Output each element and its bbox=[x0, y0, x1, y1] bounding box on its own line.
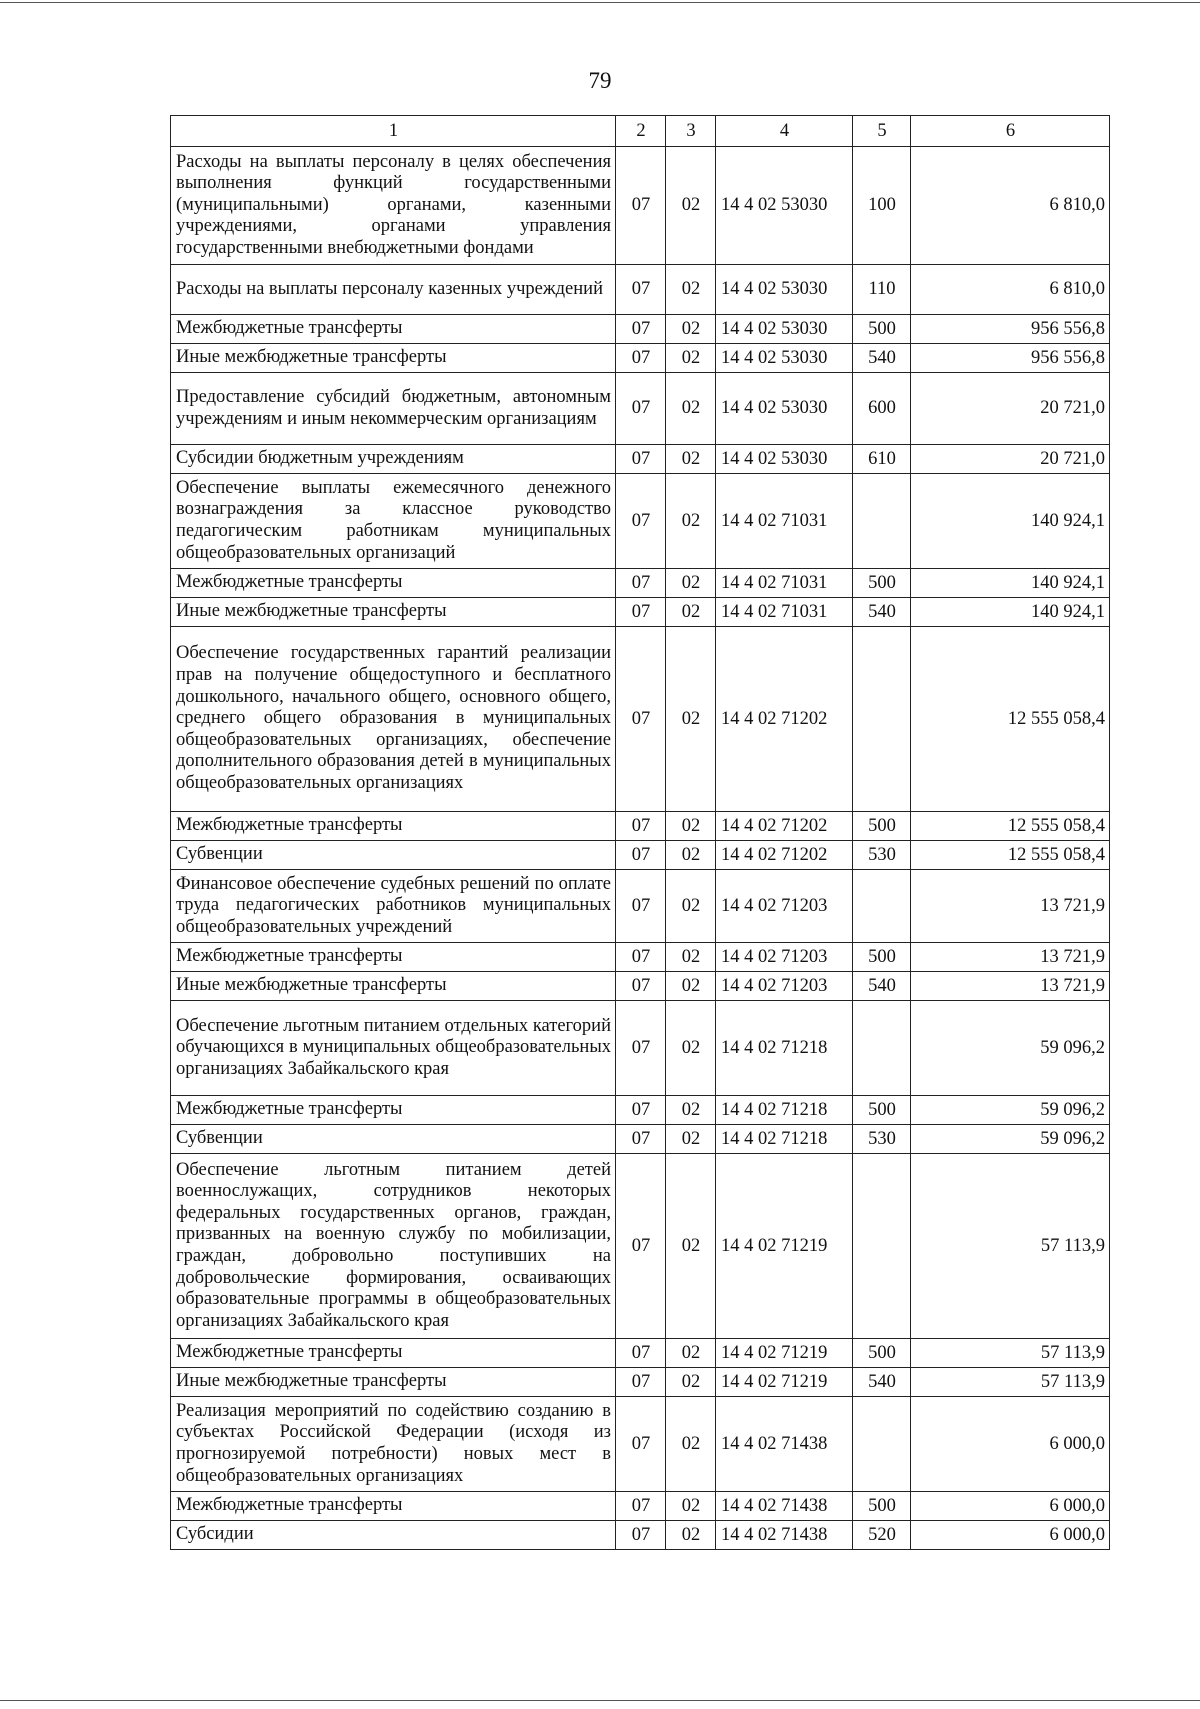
row-section-cell: 07 bbox=[616, 1339, 666, 1368]
table-row bbox=[171, 474, 1110, 569]
row-section-cell: 07 bbox=[616, 1154, 666, 1339]
row-amount-cell: 20 721,0 bbox=[911, 373, 1110, 445]
row-target-article-cell: 14 4 02 53030 bbox=[716, 445, 853, 474]
row-amount-cell: 6 000,0 bbox=[911, 1492, 1110, 1521]
row-description-cell: Предоставление субсидий бюджетным, автономным учреждениям и иным некоммерческим организациям bbox=[171, 373, 616, 445]
row-section-cell: 07 bbox=[616, 1125, 666, 1154]
row-expense-type-cell bbox=[853, 474, 911, 569]
table-row bbox=[171, 870, 1110, 943]
row-expense-type-cell: 500 bbox=[853, 812, 911, 841]
row-target-article-cell: 14 4 02 71218 bbox=[716, 1001, 853, 1096]
row-description-cell: Межбюджетные трансферты bbox=[171, 943, 616, 972]
row-description-cell: Межбюджетные трансферты bbox=[171, 569, 616, 598]
row-amount-cell: 6 000,0 bbox=[911, 1521, 1110, 1550]
table-row bbox=[171, 598, 1110, 627]
row-section-cell: 07 bbox=[616, 812, 666, 841]
row-description-cell: Субсидии бюджетным учреждениям bbox=[171, 445, 616, 474]
row-amount-cell: 956 556,8 bbox=[911, 315, 1110, 344]
row-description-cell: Финансовое обеспечение судебных решений по оплате труда педагогических работников муниципальных общеобразовательных учреждений bbox=[171, 870, 616, 943]
row-subsection-cell: 02 bbox=[666, 1339, 716, 1368]
header-cell: 3 bbox=[666, 116, 716, 147]
row-subsection-cell: 02 bbox=[666, 344, 716, 373]
row-expense-type-cell bbox=[853, 1001, 911, 1096]
row-amount-cell: 956 556,8 bbox=[911, 344, 1110, 373]
row-amount-cell: 140 924,1 bbox=[911, 569, 1110, 598]
table-row bbox=[171, 1339, 1110, 1368]
row-subsection-cell: 02 bbox=[666, 569, 716, 598]
row-description-cell: Иные межбюджетные трансферты bbox=[171, 972, 616, 1001]
row-subsection-cell: 02 bbox=[666, 943, 716, 972]
row-description-cell: Субвенции bbox=[171, 841, 616, 870]
row-target-article-cell: 14 4 02 71219 bbox=[716, 1339, 853, 1368]
row-section-cell: 07 bbox=[616, 627, 666, 812]
row-expense-type-cell: 500 bbox=[853, 943, 911, 972]
row-subsection-cell: 02 bbox=[666, 1001, 716, 1096]
row-expense-type-cell: 500 bbox=[853, 1492, 911, 1521]
row-section-cell: 07 bbox=[616, 1397, 666, 1492]
row-target-article-cell: 14 4 02 53030 bbox=[716, 315, 853, 344]
row-section-cell: 07 bbox=[616, 1368, 666, 1397]
row-target-article-cell: 14 4 02 71031 bbox=[716, 474, 853, 569]
table-row bbox=[171, 265, 1110, 315]
table-row bbox=[171, 1492, 1110, 1521]
table-row bbox=[171, 445, 1110, 474]
row-amount-cell: 59 096,2 bbox=[911, 1001, 1110, 1096]
header-cell: 5 bbox=[853, 116, 911, 147]
row-description-cell: Реализация мероприятий по содействию созданию в субъектах Российской Федерации (исходя из прогнозируемой потребности) новых мест в общеобразовательных организациях bbox=[171, 1397, 616, 1492]
row-description-cell: Межбюджетные трансферты bbox=[171, 1096, 616, 1125]
row-expense-type-cell: 100 bbox=[853, 147, 911, 265]
table-row bbox=[171, 972, 1110, 1001]
scan-edge-top bbox=[0, 2, 1200, 3]
row-amount-cell: 6 000,0 bbox=[911, 1397, 1110, 1492]
header-cell: 1 bbox=[171, 116, 616, 147]
row-section-cell: 07 bbox=[616, 1492, 666, 1521]
row-target-article-cell: 14 4 02 71218 bbox=[716, 1096, 853, 1125]
header-cell: 6 bbox=[911, 116, 1110, 147]
row-amount-cell: 140 924,1 bbox=[911, 474, 1110, 569]
row-subsection-cell: 02 bbox=[666, 315, 716, 344]
table-row bbox=[171, 943, 1110, 972]
budget-table bbox=[170, 115, 1110, 1550]
row-expense-type-cell: 540 bbox=[853, 1368, 911, 1397]
table-row bbox=[171, 627, 1110, 812]
row-target-article-cell: 14 4 02 53030 bbox=[716, 147, 853, 265]
row-expense-type-cell: 520 bbox=[853, 1521, 911, 1550]
row-subsection-cell: 02 bbox=[666, 1368, 716, 1397]
page-number: 79 bbox=[588, 68, 612, 93]
row-subsection-cell: 02 bbox=[666, 627, 716, 812]
row-subsection-cell: 02 bbox=[666, 265, 716, 315]
row-amount-cell: 57 113,9 bbox=[911, 1154, 1110, 1339]
row-amount-cell: 59 096,2 bbox=[911, 1096, 1110, 1125]
row-section-cell: 07 bbox=[616, 474, 666, 569]
table-row bbox=[171, 344, 1110, 373]
table-row bbox=[171, 1154, 1110, 1339]
row-section-cell: 07 bbox=[616, 147, 666, 265]
row-amount-cell: 6 810,0 bbox=[911, 147, 1110, 265]
row-target-article-cell: 14 4 02 53030 bbox=[716, 373, 853, 445]
table-row bbox=[171, 147, 1110, 265]
row-description-cell: Межбюджетные трансферты bbox=[171, 1339, 616, 1368]
row-section-cell: 07 bbox=[616, 315, 666, 344]
row-subsection-cell: 02 bbox=[666, 1492, 716, 1521]
row-expense-type-cell: 530 bbox=[853, 1125, 911, 1154]
row-section-cell: 07 bbox=[616, 972, 666, 1001]
row-amount-cell: 12 555 058,4 bbox=[911, 627, 1110, 812]
scan-edge-bottom bbox=[0, 1700, 1200, 1701]
row-subsection-cell: 02 bbox=[666, 1397, 716, 1492]
row-expense-type-cell bbox=[853, 1154, 911, 1339]
row-section-cell: 07 bbox=[616, 841, 666, 870]
row-subsection-cell: 02 bbox=[666, 870, 716, 943]
row-expense-type-cell: 500 bbox=[853, 1096, 911, 1125]
row-description-cell: Межбюджетные трансферты bbox=[171, 812, 616, 841]
table-row bbox=[171, 373, 1110, 445]
row-amount-cell: 13 721,9 bbox=[911, 972, 1110, 1001]
table-row bbox=[171, 1096, 1110, 1125]
row-expense-type-cell: 530 bbox=[853, 841, 911, 870]
row-amount-cell: 12 555 058,4 bbox=[911, 841, 1110, 870]
row-description-cell: Иные межбюджетные трансферты bbox=[171, 598, 616, 627]
row-subsection-cell: 02 bbox=[666, 1154, 716, 1339]
row-description-cell: Расходы на выплаты персоналу казенных учреждений bbox=[171, 265, 616, 315]
row-expense-type-cell: 540 bbox=[853, 344, 911, 373]
row-subsection-cell: 02 bbox=[666, 1521, 716, 1550]
table-row bbox=[171, 841, 1110, 870]
row-description-cell: Иные межбюджетные трансферты bbox=[171, 1368, 616, 1397]
row-target-article-cell: 14 4 02 71203 bbox=[716, 943, 853, 972]
row-section-cell: 07 bbox=[616, 1001, 666, 1096]
row-expense-type-cell: 610 bbox=[853, 445, 911, 474]
header-cell: 4 bbox=[716, 116, 853, 147]
row-description-cell: Межбюджетные трансферты bbox=[171, 1492, 616, 1521]
table-row bbox=[171, 1397, 1110, 1492]
row-subsection-cell: 02 bbox=[666, 841, 716, 870]
row-section-cell: 07 bbox=[616, 344, 666, 373]
row-amount-cell: 140 924,1 bbox=[911, 598, 1110, 627]
row-subsection-cell: 02 bbox=[666, 373, 716, 445]
row-section-cell: 07 bbox=[616, 1096, 666, 1125]
row-expense-type-cell: 540 bbox=[853, 598, 911, 627]
row-amount-cell: 12 555 058,4 bbox=[911, 812, 1110, 841]
header-cell: 2 bbox=[616, 116, 666, 147]
row-expense-type-cell bbox=[853, 1397, 911, 1492]
row-expense-type-cell: 500 bbox=[853, 315, 911, 344]
row-target-article-cell: 14 4 02 53030 bbox=[716, 265, 853, 315]
row-target-article-cell: 14 4 02 71031 bbox=[716, 569, 853, 598]
row-subsection-cell: 02 bbox=[666, 474, 716, 569]
row-description-cell: Обеспечение льготным питанием отдельных категорий обучающихся в муниципальных общеобразовательных организациях Забайкальского края bbox=[171, 1001, 616, 1096]
table-row bbox=[171, 812, 1110, 841]
row-target-article-cell: 14 4 02 71438 bbox=[716, 1492, 853, 1521]
row-amount-cell: 6 810,0 bbox=[911, 265, 1110, 315]
row-target-article-cell: 14 4 02 71203 bbox=[716, 870, 853, 943]
row-section-cell: 07 bbox=[616, 943, 666, 972]
row-amount-cell: 57 113,9 bbox=[911, 1339, 1110, 1368]
row-description-cell: Расходы на выплаты персоналу в целях обеспечения выполнения функций государственными (муниципальными) органами, казенными учреждениями, органами управления государственными внебюджетными фондами bbox=[171, 147, 616, 265]
row-section-cell: 07 bbox=[616, 373, 666, 445]
table-header-row bbox=[171, 116, 1110, 147]
row-expense-type-cell: 110 bbox=[853, 265, 911, 315]
row-target-article-cell: 14 4 02 71202 bbox=[716, 841, 853, 870]
row-subsection-cell: 02 bbox=[666, 1096, 716, 1125]
row-target-article-cell: 14 4 02 71202 bbox=[716, 812, 853, 841]
row-target-article-cell: 14 4 02 71438 bbox=[716, 1397, 853, 1492]
row-subsection-cell: 02 bbox=[666, 812, 716, 841]
table-row bbox=[171, 1001, 1110, 1096]
row-target-article-cell: 14 4 02 71202 bbox=[716, 627, 853, 812]
table-row bbox=[171, 315, 1110, 344]
row-target-article-cell: 14 4 02 71219 bbox=[716, 1368, 853, 1397]
row-subsection-cell: 02 bbox=[666, 972, 716, 1001]
row-section-cell: 07 bbox=[616, 1521, 666, 1550]
row-section-cell: 07 bbox=[616, 598, 666, 627]
row-description-cell: Обеспечение государственных гарантий реализации прав на получение общедоступного и бесплатного дошкольного, начального общего, основного общего, среднего общего образования в муниципальных общеобразовательных организациях, обеспечение дополнительного образования детей в муниципальных общеобразовательных организациях bbox=[171, 627, 616, 812]
row-section-cell: 07 bbox=[616, 870, 666, 943]
row-target-article-cell: 14 4 02 71219 bbox=[716, 1154, 853, 1339]
row-target-article-cell: 14 4 02 71438 bbox=[716, 1521, 853, 1550]
row-description-cell: Субсидии bbox=[171, 1521, 616, 1550]
row-section-cell: 07 bbox=[616, 569, 666, 598]
row-description-cell: Обеспечение выплаты ежемесячного денежного вознаграждения за классное руководство педагогическим работникам муниципальных общеобразовательных организаций bbox=[171, 474, 616, 569]
row-amount-cell: 20 721,0 bbox=[911, 445, 1110, 474]
row-subsection-cell: 02 bbox=[666, 1125, 716, 1154]
row-amount-cell: 59 096,2 bbox=[911, 1125, 1110, 1154]
row-expense-type-cell bbox=[853, 870, 911, 943]
row-amount-cell: 57 113,9 bbox=[911, 1368, 1110, 1397]
row-description-cell: Иные межбюджетные трансферты bbox=[171, 344, 616, 373]
row-expense-type-cell: 540 bbox=[853, 972, 911, 1001]
table-row bbox=[171, 1521, 1110, 1550]
row-section-cell: 07 bbox=[616, 445, 666, 474]
row-subsection-cell: 02 bbox=[666, 598, 716, 627]
table-row bbox=[171, 1368, 1110, 1397]
table-row bbox=[171, 1125, 1110, 1154]
table-row bbox=[171, 569, 1110, 598]
row-subsection-cell: 02 bbox=[666, 445, 716, 474]
row-expense-type-cell: 500 bbox=[853, 569, 911, 598]
row-amount-cell: 13 721,9 bbox=[911, 943, 1110, 972]
row-amount-cell: 13 721,9 bbox=[911, 870, 1110, 943]
row-section-cell: 07 bbox=[616, 265, 666, 315]
row-target-article-cell: 14 4 02 53030 bbox=[716, 344, 853, 373]
row-subsection-cell: 02 bbox=[666, 147, 716, 265]
row-description-cell: Обеспечение льготным питанием детей военнослужащих, сотрудников некоторых федеральных государственных органов, граждан, призванных на военную службу по мобилизации, граждан, добровольно поступивших на добровольческие формирования, осваивающих образовательные программы в общеобразовательных организациях Забайкальского края bbox=[171, 1154, 616, 1339]
row-expense-type-cell bbox=[853, 627, 911, 812]
row-target-article-cell: 14 4 02 71218 bbox=[716, 1125, 853, 1154]
row-expense-type-cell: 600 bbox=[853, 373, 911, 445]
row-description-cell: Субвенции bbox=[171, 1125, 616, 1154]
row-description-cell: Межбюджетные трансферты bbox=[171, 315, 616, 344]
row-target-article-cell: 14 4 02 71203 bbox=[716, 972, 853, 1001]
row-target-article-cell: 14 4 02 71031 bbox=[716, 598, 853, 627]
row-expense-type-cell: 500 bbox=[853, 1339, 911, 1368]
